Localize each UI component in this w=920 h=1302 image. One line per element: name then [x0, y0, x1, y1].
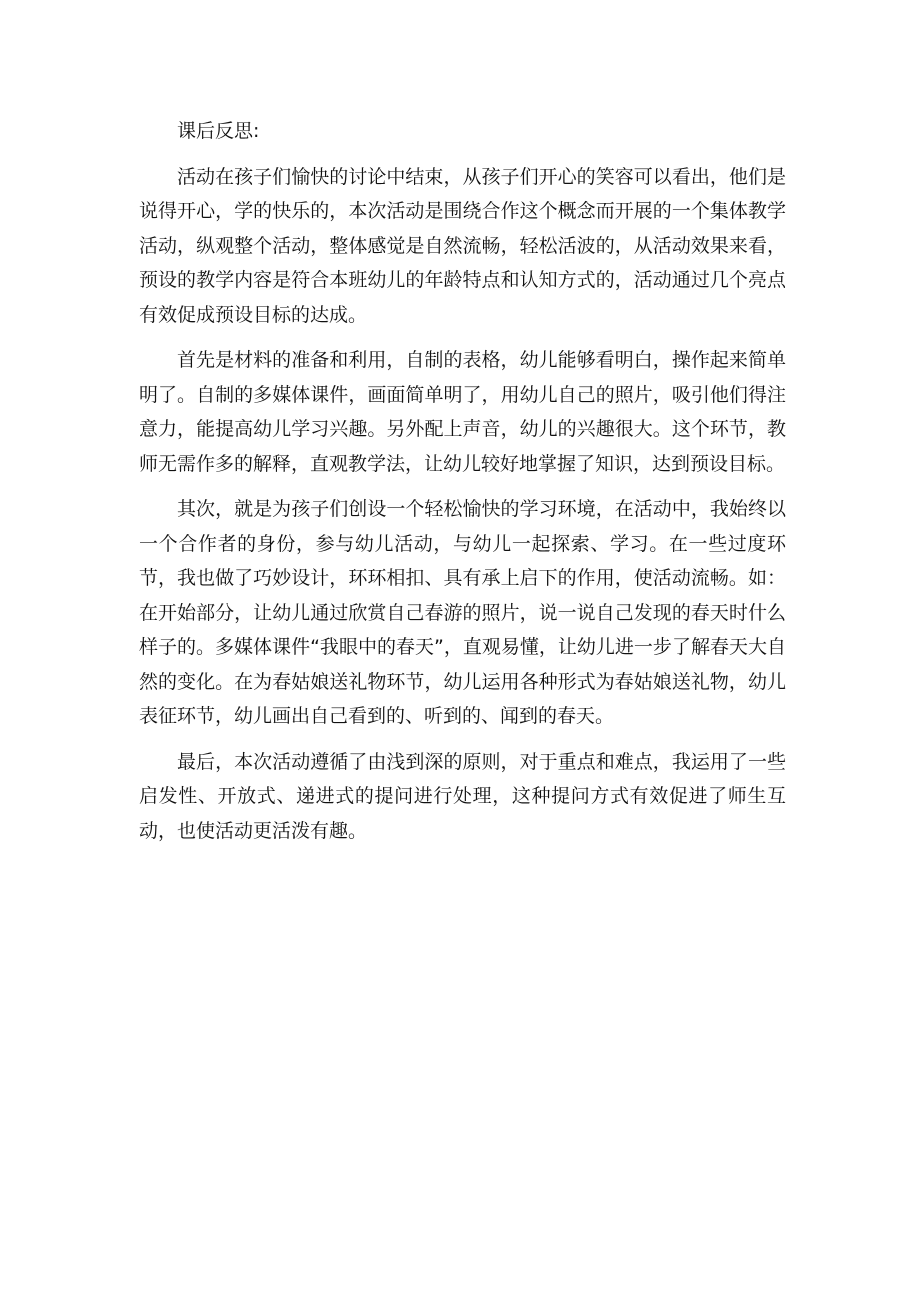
- section-title: 课后反思:: [177, 120, 260, 142]
- paragraph-materials: 首先是材料的准备和利用，自制的表格，幼儿能够看明白，操作起来简单明了。自制的多媒体课件，画面简单明了，用幼儿自己的照片，吸引他们得注意力，能提高幼儿学习兴趣。另外配上声音，幼儿的兴趣很大。这个环节，教师无需作多的解释，直观教学法，让幼儿较好地掌握了知识，达到预设目标。: [139, 349, 786, 475]
- document-body: [139, 114, 786, 859]
- paragraph-summary: 活动在孩子们愉快的讨论中结束，从孩子们开心的笑容可以看出，他们是说得开心，学的快乐的，本次活动是围绕合作这个概念而开展的一个集体教学活动，纵观整个活动，整体感觉是自然流畅，轻松活波的，从活动效果来看，预设的教学内容是符合本班幼儿的年龄特点和认知方式的，活动通过几个亮点有效促成预设目标的达成。: [139, 165, 786, 326]
- paragraph-environment: 其次，就是为孩子们创设一个轻松愉快的学习环境，在活动中，我始终以一个合作者的身份，参与幼儿活动，与幼儿一起探索、学习。在一些过度环节，我也做了巧妙设计，环环相扣、具有承上启下的作用，使活动流畅。如：在开始部分，让幼儿通过欣赏自己春游的照片，说一说自己发现的春天时什么样子的。多媒体课件“我眼中的春天”，直观易懂，让幼儿进一步了解春天大自然的变化。在为春姑娘送礼物环节，幼儿运用各种形式为春姑娘送礼物，幼儿表征环节，幼儿画出自己看到的、听到的、闻到的春天。: [139, 498, 786, 727]
- paragraph-questioning: 最后，本次活动遵循了由浅到深的原则，对于重点和难点，我运用了一些启发性、开放式、递进式的提问进行处理，这种提问方式有效促进了师生互动，也使活动更活泼有趣。: [139, 750, 786, 842]
